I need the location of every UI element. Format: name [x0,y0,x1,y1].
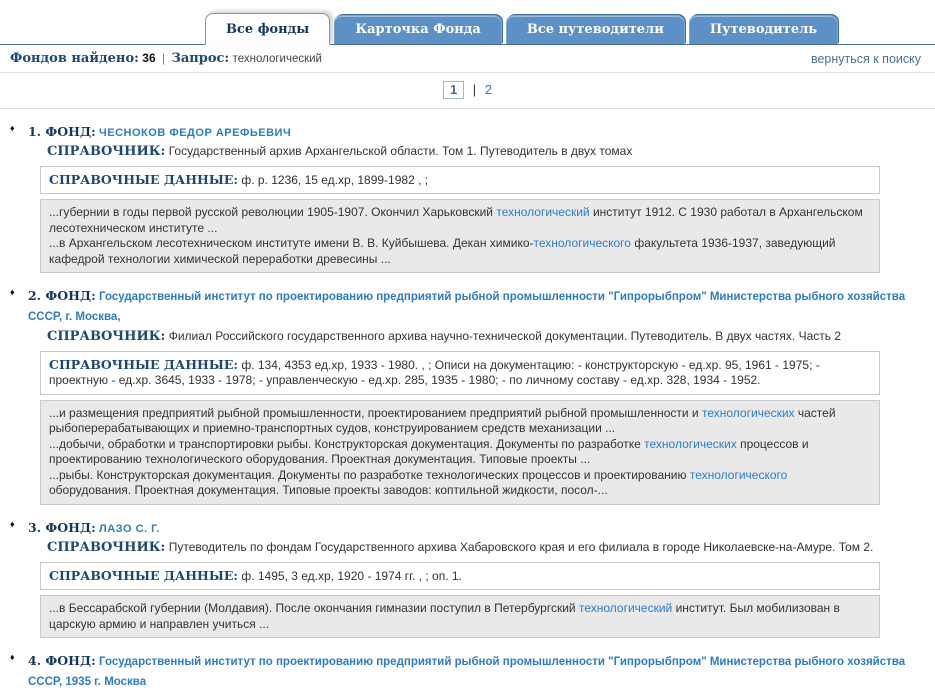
tab-2[interactable]: Карточка Фонда [334,15,502,44]
result-entry [0,651,935,692]
spravochnik-line [0,539,930,558]
search-term-highlight: технологических [644,436,737,451]
tab-bar [0,0,935,45]
snippet-line [49,236,871,267]
reference-data-label: СПРАВОЧНЫЕ ДАННЫЕ: [49,171,238,187]
snippet-box [40,199,880,273]
fond-number-label: 2. ФОНД: [28,288,96,304]
search-term-highlight: технологического [533,236,631,251]
found-label: Фондов найдено: [10,51,139,66]
snippet-line [49,437,871,468]
spravochnik-label: СПРАВОЧНИК: [47,539,166,555]
reference-data-box [40,562,880,591]
snippet-text: факультета 1936-1937, заведующий кафедрой технологии химической переработки древесины ... [49,236,836,266]
diamond-bullet-icon: ♦ [10,652,15,663]
result-title-line [0,518,930,538]
pagination [0,73,935,109]
snippet-text: процессов и проектированию технологического оборудования. Проектная документация. Типовые проекты ... [49,436,809,467]
query-value: технологический [232,53,322,65]
search-term-highlight: технологических [701,405,795,420]
snippet-line [49,601,871,632]
reference-data-text: ф. 134, 4353 ед.хр, 1933 - 1980. , ; Описи на документацию: - конструкторскую - ед.хр. 95, 1961 - 1975; - проектную - ед.хр. 3645, 1933 - 1978; - управленческую - ед.хр. 285, 1935 - 1980; - по личному составу - ед.хр. 328, 1934 - 1952. [49,357,820,388]
fond-title-link[interactable]: Государственный институт по проектированию предприятий рыбной промышленности "Гипрорыбпром" Министерства рыбного хозяйства СССР, г. Москва, [28,291,906,324]
tab-3[interactable]: Все путеводители [506,15,685,44]
results-summary [10,51,322,66]
spravochnik-line [0,328,930,347]
results-list [0,122,935,692]
reference-data-label: СПРАВОЧНЫЕ ДАННЫЕ: [49,567,238,583]
diamond-bullet-icon: ♦ [10,287,15,298]
fond-number-label: 3. ФОНД: [28,519,96,535]
result-entry [0,286,935,504]
reference-data-label: СПРАВОЧНЫЕ ДАННЫЕ: [49,356,238,372]
snippet-text: ...добычи, обработки и транспортировки рыбы. Конструкторская документация. Документы по разработке [49,436,645,451]
diamond-bullet-icon: ♦ [10,123,15,133]
snippet-text: ...в Бессарабской губернии (Молдавия). После окончания гимназии поступил в Петербургский [49,601,579,616]
reference-data-text: ф. р. 1236, 15 ед.хр, 1899-1982 , ; [241,172,429,187]
tab-4[interactable]: Путеводитель [689,15,838,44]
header-separator: | [161,51,166,65]
search-term-highlight: технологический [496,205,590,220]
back-to-search-link[interactable]: вернуться к поиску [810,51,921,66]
snippet-text: институт 1912. С 1930 работал в Архангельском лесотехническом институте ... [49,205,863,235]
snippet-box [40,595,880,638]
spravochnik-label: СПРАВОЧНИК: [47,144,166,160]
found-count: 36 [142,51,156,65]
spravochnik-label: СПРАВОЧНИК: [47,329,166,345]
spravochnik-line [0,143,930,162]
search-term-highlight: технологического [689,467,788,482]
fond-title-link[interactable]: Государственный институт по проектированию предприятий рыбной промышленности "Гипрорыбпром" Министерства рыбного хозяйства СССР, 1935 г. Москва [28,656,906,689]
fond-title-link[interactable]: ЧЕСНОКОВ ФЕДОР АРЕФЬЕВИЧ [99,127,292,139]
page-link-2[interactable]: 2 [484,82,493,97]
diamond-bullet-icon: ♦ [10,518,15,529]
search-term-highlight: технологический [578,601,673,616]
snippet-text: ...и размещения предприятий рыбной промышленности, проектированием предприятий рыбной промышленности и [49,405,702,420]
snippet-text: ...рыбы. Конструкторская документация. Документы по разработке технологических процессов и проектированию [49,467,690,482]
snippet-text: ...в Архангельском лесотехническом институте имени В. В. Куйбышева. Декан химико- [49,236,534,251]
reference-data-text: ф. 1495, 3 ед.хр, 1920 - 1974 гг. , ; оп. 1. [241,568,462,583]
results-header [0,45,935,73]
page-current[interactable]: 1 [443,81,464,99]
snippet-text: частей рыбоперерабатывающих и приемно-транспортных судов, конструированием средств механизации ... [49,405,836,436]
snippet-text: институт. Был мобилизован в царскую армию и направлен учиться ... [49,601,840,631]
result-entry [0,518,935,638]
snippet-text: оборудования. Проектная документация. Типовые проекты заводов: коптильной жидкости, посол-... [49,483,608,498]
page-separator: | [472,82,477,97]
result-title-line [0,122,930,142]
spravochnik-text: Путеводитель по фондам Государственного архива Хабаровского края и его филиала в городе Николаевске-на-Амуре. Том 2. [168,539,874,554]
reference-data-box [40,166,880,195]
snippet-line [49,406,871,437]
tab-1[interactable]: Все фонды [205,13,330,45]
result-entry [0,122,935,273]
fond-number-label: 4. ФОНД: [28,653,96,669]
spravochnik-text: Филиал Российского государственного архива научно-технической документации. Путеводитель. В двух частях. Часть 2 [168,329,842,344]
snippet-line [49,468,871,499]
fond-title-link[interactable]: ЛАЗО С. Г. [99,522,161,535]
spravochnik-text: Государственный архив Архангельской области. Том 1. Путеводитель в двух томах [168,144,633,159]
reference-data-box [40,351,880,395]
snippet-box [40,400,880,505]
fond-number-label: 1. ФОНД: [28,124,96,139]
query-label: Запрос: [171,51,230,66]
result-title-line [0,286,930,327]
snippet-text: ...губернии в годы первой русской революции 1905-1907. Окончил Харьковский [49,205,497,220]
result-title-line [0,651,930,692]
snippet-line [49,205,871,236]
